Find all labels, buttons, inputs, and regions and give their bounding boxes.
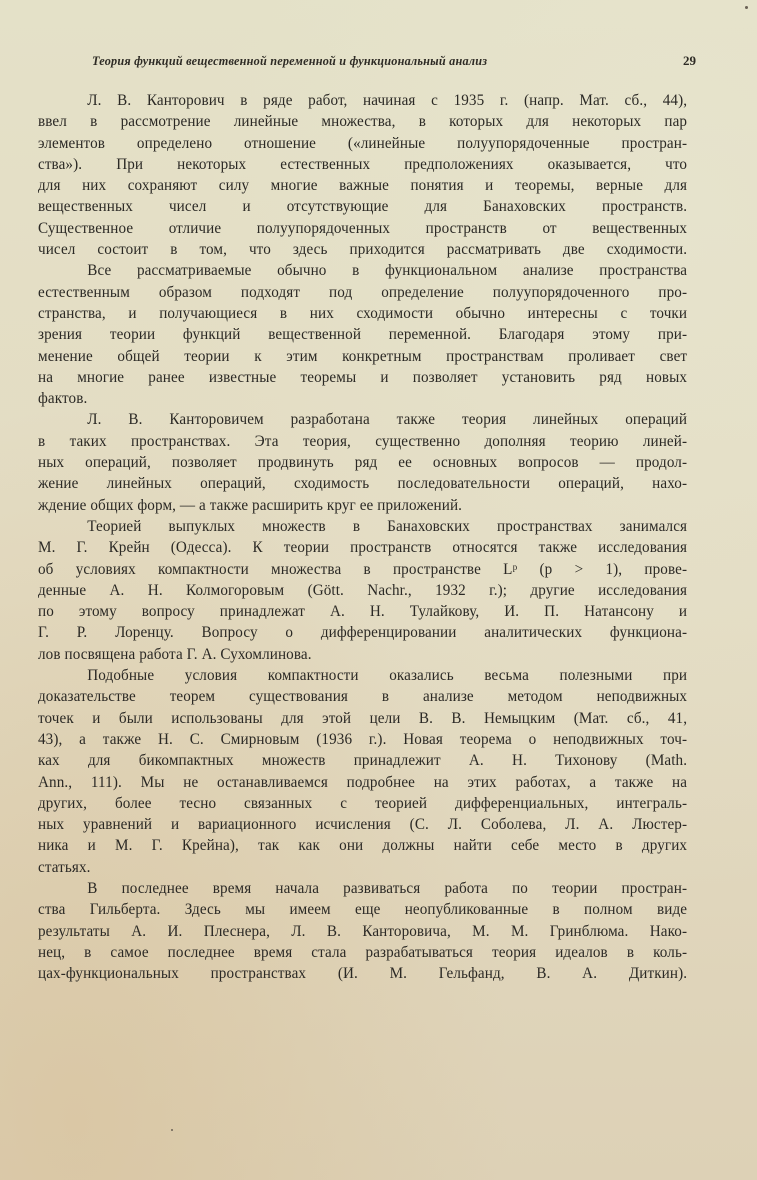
text-line: ввел в рассмотрение линейные множества, в которых для некоторых пар: [38, 113, 688, 131]
text-line: менение общей теории к этим конкретным пространствам проливает свет: [38, 347, 688, 365]
text-line: ных уравнений и вариационного исчисления (С. Л. Соболева, Л. А. Люстер-: [38, 816, 688, 834]
text-line: В последнее время начала развиваться работа по теории простран-: [87, 879, 688, 897]
text-line: М. Г. Крейн (Одесса). К теории пространств относятся также исследования: [38, 539, 688, 557]
text-line: Л. В. Канторович в ряде работ, начиная с 1935 г. (напр. Мат. сб., 44),: [87, 92, 688, 109]
text-line: для них сохраняют силу многие важные понятия и теоремы, верные для: [38, 177, 688, 195]
paragraph-3: [38, 409, 687, 515]
text-line: ства Гильберта. Здесь мы имеем еще неопубликованные в полном виде: [38, 901, 688, 919]
paper-speck: [171, 1129, 173, 1131]
text-line: вещественных чисел и отсутствующие для Банаховских пространств.: [38, 198, 688, 216]
page-number: 29: [683, 53, 696, 68]
paper-speck: [745, 6, 748, 9]
paragraph-1: [38, 90, 687, 260]
paragraph-5: [38, 665, 687, 878]
text-line: ства»). При некоторых естественных предположениях оказывается, что: [38, 155, 688, 173]
text-line: ждение общих форм, — а также расширить круг ее приложений.: [38, 496, 463, 514]
paragraph-4: [38, 516, 687, 665]
text-line: зрения теории функций вещественной переменной. Благодаря этому при-: [38, 326, 688, 344]
text-line: статьях.: [38, 858, 91, 876]
text-line: по этому вопросу принадлежат А. Н. Тулайкову, И. П. Натансону и: [38, 603, 688, 621]
text-line: доказательстве теорем существования в анализе методом неподвижных: [38, 688, 688, 706]
text-line: в таких пространствах. Эта теория, существенно дополняя теорию линей-: [38, 432, 688, 450]
text-line: чисел состоит в том, что здесь приходится рассматривать две сходимости.: [38, 241, 688, 259]
body-text: [38, 90, 697, 984]
text-line: нец, в самое последнее время стала разрабатываться теория идеалов в коль-: [38, 943, 688, 961]
text-line: Л. В. Канторовичем разработана также теория линейных операций: [87, 411, 688, 429]
paragraph-6: [38, 878, 687, 984]
text-line: на многие ранее известные теоремы и позволяет установить ряд новых: [38, 368, 688, 386]
text-line: цах-функциональных пространствах (И. М. Гельфанд, В. А. Диткин).: [38, 965, 688, 983]
text-line: фактов.: [38, 390, 88, 408]
paragraph-2: [38, 260, 687, 409]
text-line: Теорией выпуклых множеств в Банаховских пространствах занимался: [87, 517, 688, 535]
text-line: 43), а также Н. С. Смирновым (1936 г.). Новая теорема о неподвижных точ-: [38, 730, 688, 748]
text-line: лов посвящена работа Г. А. Сухомлинова.: [38, 645, 312, 663]
text-line: точек и были использованы для этой цели В. В. Немыцким (Мат. сб., 41,: [38, 709, 688, 727]
running-title: Теория функций вещественной переменной и функциональный анализ: [92, 54, 488, 68]
text-line: Ann., 111). Мы не останавливаемся подробнее на этих работах, а также на: [38, 773, 688, 791]
text-line: ках для бикомпактных множеств принадлежит А. Н. Тихонову (Math.: [38, 752, 688, 770]
text-line: Г. Р. Лоренцу. Вопросу о дифференцировании аналитических функциона-: [38, 624, 688, 642]
text-line: странства, и получающиеся в них сходимости обычно интересны с точки: [38, 304, 688, 322]
text-line: жение линейных операций, сходимость последовательности операций, нахо-: [38, 475, 688, 493]
text-line: Все рассматриваемые обычно в функциональном анализе пространства: [87, 262, 688, 280]
text-line: ных операций, позволяет продвинуть ряд ее основных вопросов — продол-: [38, 454, 688, 472]
text-line: результаты А. И. Плеснера, Л. В. Канторовича, М. М. Гринблюма. Нако-: [38, 922, 688, 940]
text-line: элементов определено отношение («линейные полуупорядоченные простран-: [38, 134, 688, 152]
text-line: ника и М. Г. Крейна), так как они должны найти себе место в других: [38, 837, 688, 855]
text-line: об условиях компактности множества в пространстве Lᵖ (p > 1), прове-: [38, 560, 688, 578]
running-head: [92, 53, 698, 73]
text-line: денные А. Н. Колмогоровым (Gött. Nachr., 1932 г.); другие исследования: [38, 581, 688, 599]
text-line: Существенное отличие полуупорядоченных пространств от вещественных: [38, 219, 688, 237]
text-line: естественным образом подходят под определение полуупорядоченного про-: [38, 283, 688, 301]
text-line: Подобные условия компактности оказались весьма полезными при: [87, 667, 688, 685]
text-line: других, более тесно связанных с теорией дифференциальных, интеграль-: [38, 794, 688, 812]
